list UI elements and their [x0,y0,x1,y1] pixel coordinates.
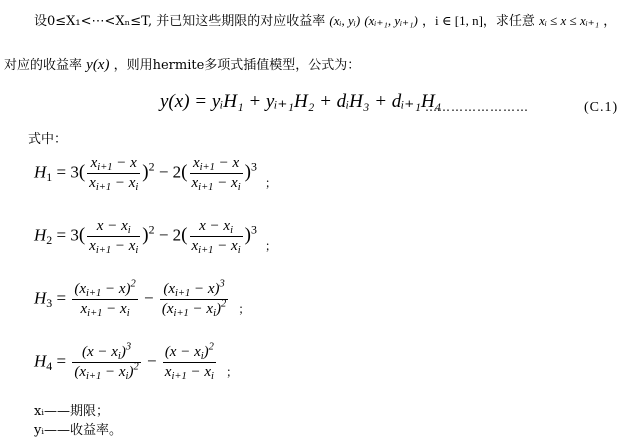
main-formula-row [160,90,441,113]
intro-line-1 [34,10,616,29]
line2-prefix: 对应的收益率 [4,58,83,73]
where-label: 式中： [28,132,68,147]
h1-semicolon: ； [264,176,277,191]
line2-function: y(x) [86,57,110,73]
definition-y: yᵢ——收益率。 [34,423,122,438]
range-condition: xᵢ ≤ x ≤ xᵢ₊₁ [539,13,600,28]
formula-h2: $H_2 = 3$( $\frac{x - x_i}{x_{i+1} - x_i}$ )$^2$ − 2( $\frac{x - x_i}{x_{i+1} - x_i}$ )$^3_;$ [34,218,277,257]
h4-semicolon: ； [225,365,238,380]
formula-h1: $H_1 = 3$( $\frac{x_{i+1} - x}{x_{i+1} - x_i}$ )$^2$ − 2( $\frac{x_{i+1} - x}{x_{i+1} - x_i}$ )$^3_;$ [34,155,277,194]
line2-suffix: ，则用hermite多项式插值模型，公式为： [113,58,361,73]
formula-h4: $H_4$ = $\frac{(x - x_i)^3}{(x_{i+1} - x_i)^2}$ − $\frac{(x - x_i)^2}{x_{i+1} - x_i}$ $_;$ [34,341,238,383]
range-prefix: ，i ∈ [1, n]，求任意 [422,13,535,28]
main-formula: y(x) = yᵢH₁ + yᵢ₊₁H₂ + dᵢH₃ + dᵢ₊₁H₄ [160,91,442,112]
range-suffix: ， [603,14,617,29]
intro-line-2 [4,54,360,74]
h3-semicolon: ； [238,302,251,317]
definition-x: xᵢ——期限； [34,404,109,419]
intro-text: 设0≤X₁<⋯<Xₙ≤T, 并已知这些期限的对应收益率 [34,14,326,29]
main-formula-dots: …………………… [425,100,529,114]
equation-tag: (C.1) [584,100,619,115]
h2-semicolon: ； [264,239,277,254]
pair-i-plus-1: (xᵢ₊₁, yᵢ₊₁) [364,13,418,28]
pair-i: (xᵢ, yᵢ) [329,13,361,28]
formula-h3: $H_3$ = $\frac{(x_{i+1} - x)^2}{x_{i+1} - x_i}$ − $\frac{(x_{i+1} - x)^3}{(x_{i+1} - x_i)^2}$ $_;$ [34,278,251,320]
